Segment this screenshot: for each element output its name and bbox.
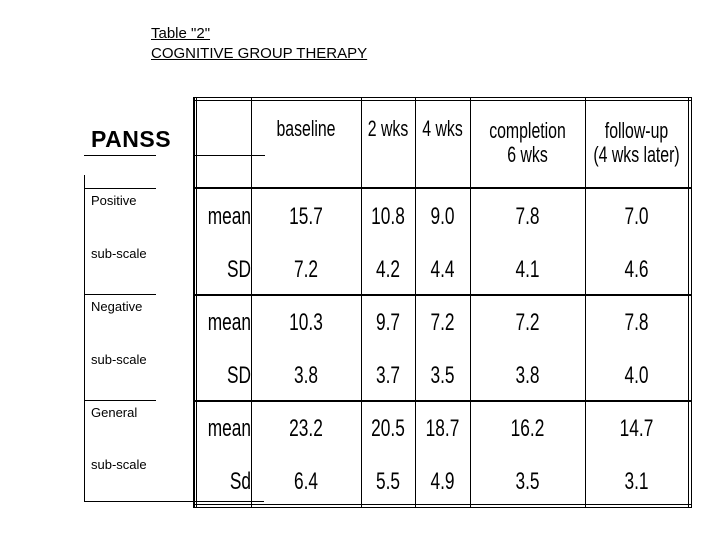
table-cell: 3.7 bbox=[375, 362, 401, 389]
table-cell: 10.8 bbox=[371, 203, 405, 230]
negative-label: Negative bbox=[91, 299, 143, 314]
table-cell: 5.5 bbox=[375, 468, 401, 495]
table-cell: 7.0 bbox=[624, 203, 649, 230]
table-cell: 9.0 bbox=[430, 203, 455, 230]
table-cell: 6.4 bbox=[293, 468, 319, 495]
left-rule bbox=[84, 188, 156, 189]
table-cell: 4.6 bbox=[624, 256, 649, 283]
stat-label: mean bbox=[207, 309, 251, 336]
results-table bbox=[193, 97, 689, 507]
left-rule bbox=[84, 155, 156, 156]
table-cell: 10.3 bbox=[289, 309, 323, 336]
table-cell: 3.1 bbox=[624, 468, 649, 495]
table-cell: 4.0 bbox=[624, 362, 649, 389]
header-followup: follow-up (4 wks later) bbox=[593, 118, 680, 167]
header-completion: completion 6 wks bbox=[489, 118, 566, 167]
table-cell: 20.5 bbox=[371, 415, 405, 442]
table-cell: 18.7 bbox=[425, 415, 460, 442]
table-cell: 23.2 bbox=[289, 415, 323, 442]
stat-label: Sd bbox=[229, 468, 251, 495]
stat-label: SD bbox=[226, 362, 251, 389]
left-rule bbox=[84, 175, 85, 501]
table-cell: 3.8 bbox=[515, 362, 540, 389]
table-cell: 3.5 bbox=[515, 468, 540, 495]
header-2wks: 2 wks bbox=[367, 116, 409, 141]
header-4wks: 4 wks bbox=[422, 116, 463, 141]
table-cell: 7.8 bbox=[624, 309, 649, 336]
panss-heading: PANSS bbox=[91, 126, 172, 152]
table-cell: 3.8 bbox=[293, 362, 319, 389]
general-label: General bbox=[91, 405, 138, 420]
left-rule bbox=[84, 294, 156, 295]
table-cell: 4.2 bbox=[375, 256, 401, 283]
stat-label: mean bbox=[207, 415, 251, 442]
table-cell: 7.8 bbox=[515, 203, 540, 230]
positive-subscale-label: sub-scale bbox=[91, 246, 147, 261]
table-cell: 16.2 bbox=[510, 415, 545, 442]
table-cell: 4.1 bbox=[515, 256, 540, 283]
table-cell: 7.2 bbox=[515, 309, 540, 336]
table-cell: 4.4 bbox=[430, 256, 455, 283]
table-cell: 3.5 bbox=[430, 362, 455, 389]
general-subscale-label: sub-scale bbox=[91, 457, 147, 472]
stat-label: SD bbox=[226, 256, 251, 283]
header-baseline: baseline bbox=[276, 116, 336, 141]
table-cell: 14.7 bbox=[619, 415, 654, 442]
stat-label: mean bbox=[207, 203, 251, 230]
table-cell: 15.7 bbox=[289, 203, 323, 230]
table-title: Table "2" bbox=[151, 25, 211, 42]
table-cell: 9.7 bbox=[375, 309, 401, 336]
table-cell: 7.2 bbox=[293, 256, 319, 283]
left-rule bbox=[84, 400, 156, 401]
table-subtitle: COGNITIVE GROUP THERAPY bbox=[151, 45, 368, 62]
negative-subscale-label: sub-scale bbox=[91, 352, 147, 367]
table-cell: 7.2 bbox=[430, 309, 455, 336]
table-cell: 4.9 bbox=[430, 468, 455, 495]
positive-label: Positive bbox=[91, 193, 137, 208]
